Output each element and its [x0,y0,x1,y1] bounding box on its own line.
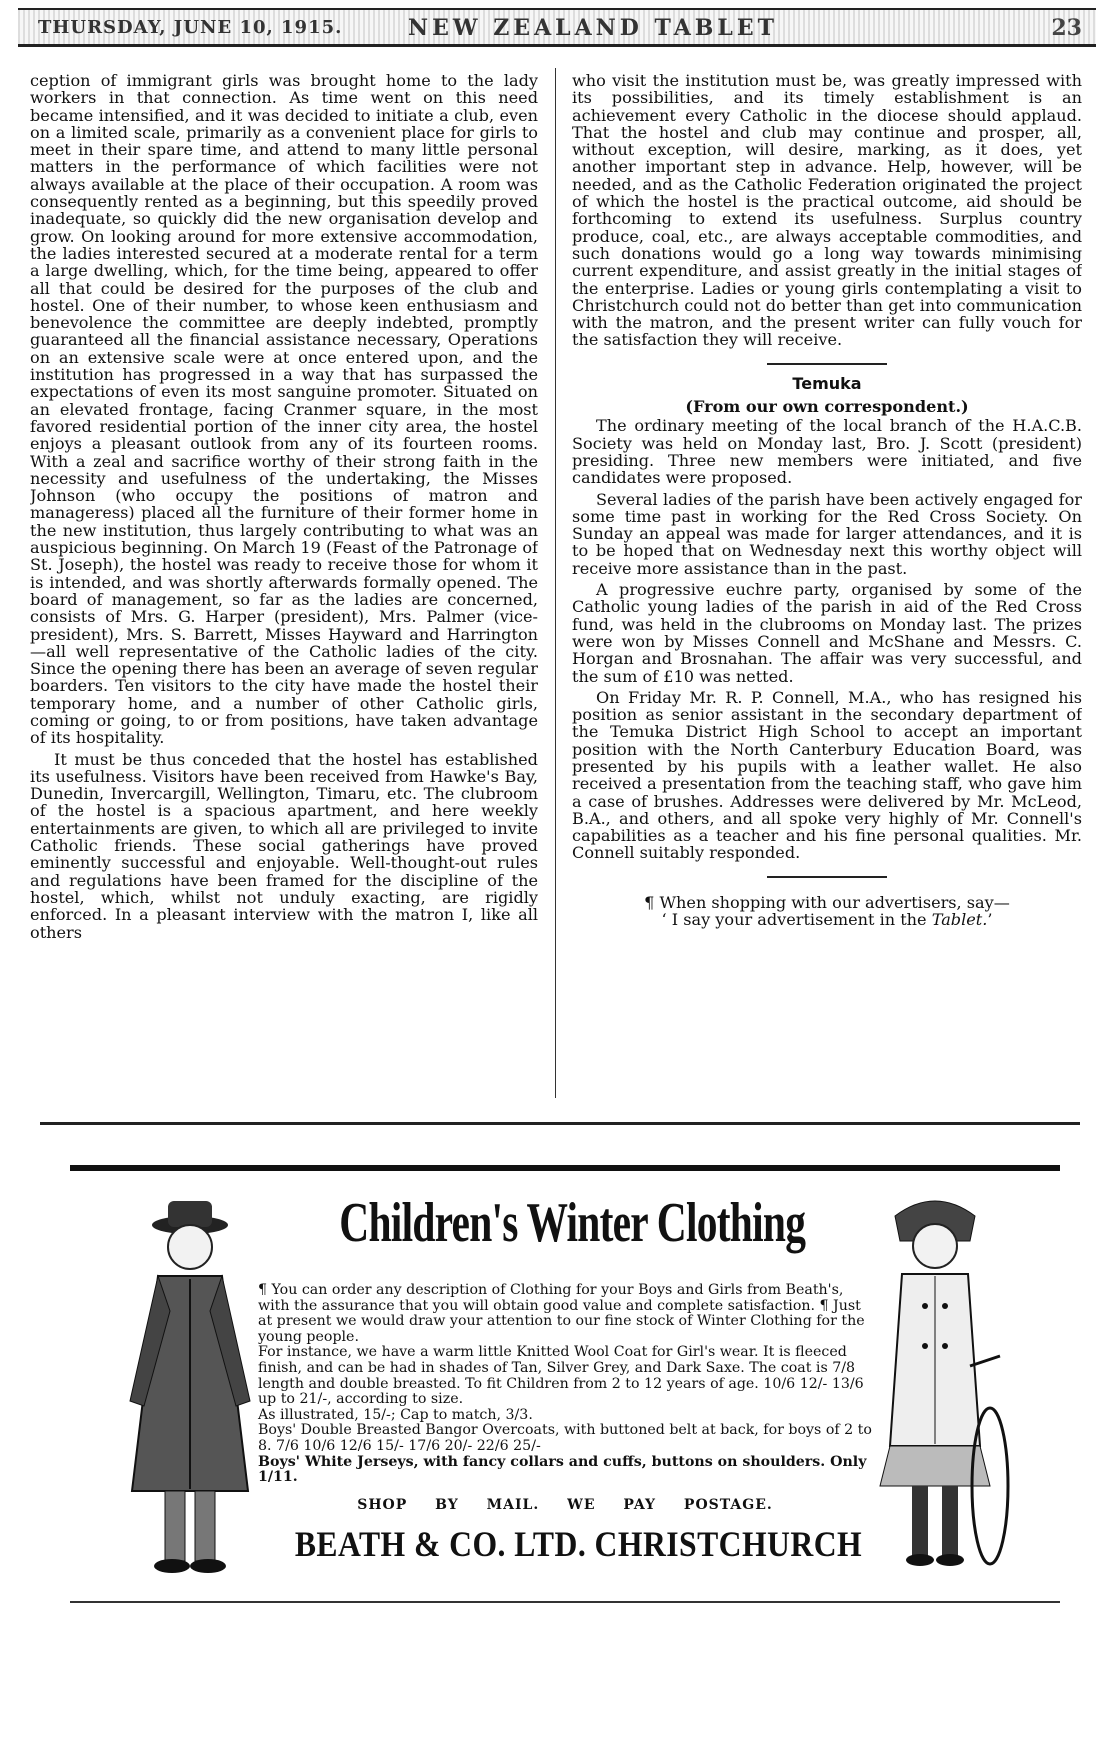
right-intro-paragraph: who visit the institution must be, was greatly impressed with its possibilities, and its timely establishment is an achievement every Catholic in the diocese should applaud. That the hostel and club may continue and prosper, all, without exception, will desire, marking, as it does, yet another important step in advance. Help, however, will be needed, and as the Catholic Federation originated the project of which the hostel is the practical outcome, aid should be forthcoming to extend its usefulness. Surplus country produce, coal, etc., are always acceptable commodities, and such donations would go a long way towards minimising current expenditure, and assist greatly in the initial stages of the enterprise. Ladies or young girls contemplating a visit to Christchurch could not do better than get into communication with the matron, and the present writer can fully vouch for the satisfaction they will receive. [572,72,1082,350]
tagline-tablet: Tablet. [931,910,988,930]
section-title: Temuka [792,373,862,393]
temuka-paragraph-1: The ordinary meeting of the local branch of the H.A.C.B. Society was held on Monday last, Bro. J. Scott (president) presiding. Three new members were initiated, and five candidates were proposed. [572,416,1082,488]
masthead-date: THURSDAY, JUNE 10, 1915. [38,17,343,38]
tagline-line-1: ¶ When shopping with our advertisers, say— [644,892,1010,912]
ad-paragraph-4: Boys' Double Breasted Bangor Overcoats, with buttoned belt at back, for boys of 2 to 8. 7/6 10/6 12/6 15/- 17/6 20/- 22/6 25/- [258,1422,872,1454]
ad-headline: Children's Winter Clothing [339,1192,806,1254]
advertiser-tagline [572,894,1082,929]
ad-firm-name: BEATH & CO. LTD. CHRISTCHURCH [294,1524,863,1564]
masthead-page-number: 23 [1051,15,1082,41]
right-column [572,72,1082,1102]
ad-shop-by-mail: SHOP BY MAIL. WE PAY POSTAGE. [357,1497,773,1513]
section-divider [767,363,887,365]
ad-paragraph-5: Boys' White Jerseys, with fancy collars and cuffs, buttons on shoulders. Only 1/11. [258,1453,867,1486]
left-column [30,72,538,1092]
tagline-divider [767,876,887,878]
temuka-paragraph-2: Several ladies of the parish have been actively engaged for some time past in working for the Red Cross Society. On Sunday an appeal was made for larger attendances, and it is to be hoped that on Wednesday next this worthy object will receive more assistance than in the past. [572,489,1082,578]
left-paragraph-2: It must be thus conceded that the hostel has established its usefulness. Visitors have been received from Hawke's Bay, Dunedin, Invercargill, Wellington, Timaru, etc. The clubroom of the hostel is a spacious apartment, and here weekly entertainments are given, to which all are privileged to invite Catholic friends. These social gatherings have proved eminently successful and enjoyable. Well-thought-out rules and regulations have been framed for the discipline of the hostel, which, whilst not unduly exacting, are rigidly enforced. In a pleasant interview with the matron I, like all others [30,749,538,942]
ad-paragraph-3: As illustrated, 15/-; Cap to match, 3/3. [258,1406,533,1423]
tagline-prefix: ‘ I say your advertisement in the [661,910,932,930]
ad-body [258,1283,872,1486]
temuka-paragraph-4: On Friday Mr. R. P. Connell, M.A., who has resigned his position as senior assistant in the secondary department of the Temuka District High School to accept an important position with the North Canterbury Education Board, was presented by his pupils with a leather wallet. He also received a presentation from the teaching staff, who gave him a case of brushes. Addresses were delivered by Mr. McLeod, B.A., and others, and all spoke very highly of Mr. Connell's capabilities as a teacher and his fine personal qualities. Mr. Connell suitably responded. [572,687,1082,863]
ad-paragraph-1: ¶ You can order any description of Clothing for your Boys and Girls from Beath's, with the assurance that you will obtain good value and complete satisfaction. ¶ Just at present we would draw your attention to our fine stock of Winter Clothing for the young people. [258,1282,865,1345]
clothing-advertisement [70,1165,1060,1603]
page-bottom-rule [40,1122,1080,1125]
boy-illustration [110,1191,270,1581]
left-paragraph-1: ception of immigrant girls was brought home to the lady workers in that connection. As time went on this need became intensified, and it was decided to initiate a club, even on a limited scale, primarily as a convenient place for girls to meet in their spare time, and attend to many little personal matters in the performance of which facilities were not always available at the place of their occupation. A room was consequently rented as a beginning, but this speedily proved inadequate, so quickly did the new organisation develop and grow. On looking around for more extensive accommodation, the ladies interested secured at a moderate rental for a term a large dwelling, which, for the time being, appeared to offer all that could be desired for the purposes of the club and hostel. One of their number, to whose keen enthusiasm and benevolence the committee are deeply indebted, promptly guaranteed all the financial assistance necessary, Operations on an extensive scale were at once entered upon, and the institution has progressed in a way that has surpassed the expectations of even its most sanguine promoter. Situated on an elevated frontage, facing Cranmer square, in the most favored residential portion of the inner city area, the hostel enjoys a pleasant outlook from any of its fourteen rooms. With a zeal and sacrifice worthy of their strong faith in the necessity and usefulness of the undertaking, the Misses Johnson (who occupy the positions of matron and manageress) placed all the furniture of their former home in the new institution, thus largely contributing to what was an auspicious beginning. On March 19 (Feast of the Patronage of St. Joseph), the hostel was ready to receive those for whom it is intended, and was shortly afterwards formally opened. The board of management, so far as the ladies are concerned, consists of Mrs. G. Harper (president), Mrs. Palmer (vice-president), Mrs. S. Barrett, Misses Hayward and Harrington—all well representative of the Catholic ladies of the city. Since the opening there has been an average of seven regular boarders. Ten visitors to the city have made the hostel their temporary home, and a number of other Catholic girls, coming or going, to or from positions, have taken advantage of its hospitality. [30,72,538,748]
masthead-paper-title: NEW ZEALAND TABLET [408,15,778,41]
tagline-suffix: ’ [987,910,993,930]
girl-illustration [850,1186,1020,1581]
masthead [18,8,1096,47]
temuka-paragraph-3: A progressive euchre party, organised by some of the Catholic young ladies of the parish in aid of the Red Cross fund, was held in the clubrooms on Monday last. The prizes were won by Misses Connell and McShane and Messrs. C. Horgan and Brosnahan. The affair was very successful, and the sum of £10 was netted. [572,580,1082,686]
ad-paragraph-2: For instance, we have a warm little Knitted Wool Coat for Girl's wear. It is fleeced finish, and can be had in shades of Tan, Silver Grey, and Dark Saxe. The coat is 7/8 length and double breasted. To fit Children from 2 to 12 years of age. 10/6 12/- 13/6 up to 21/-, according to size. [258,1344,864,1408]
section-subhead: (From our own correspondent.) [685,397,969,417]
column-divider [555,68,556,1098]
tagline-line-2 [572,911,1082,928]
